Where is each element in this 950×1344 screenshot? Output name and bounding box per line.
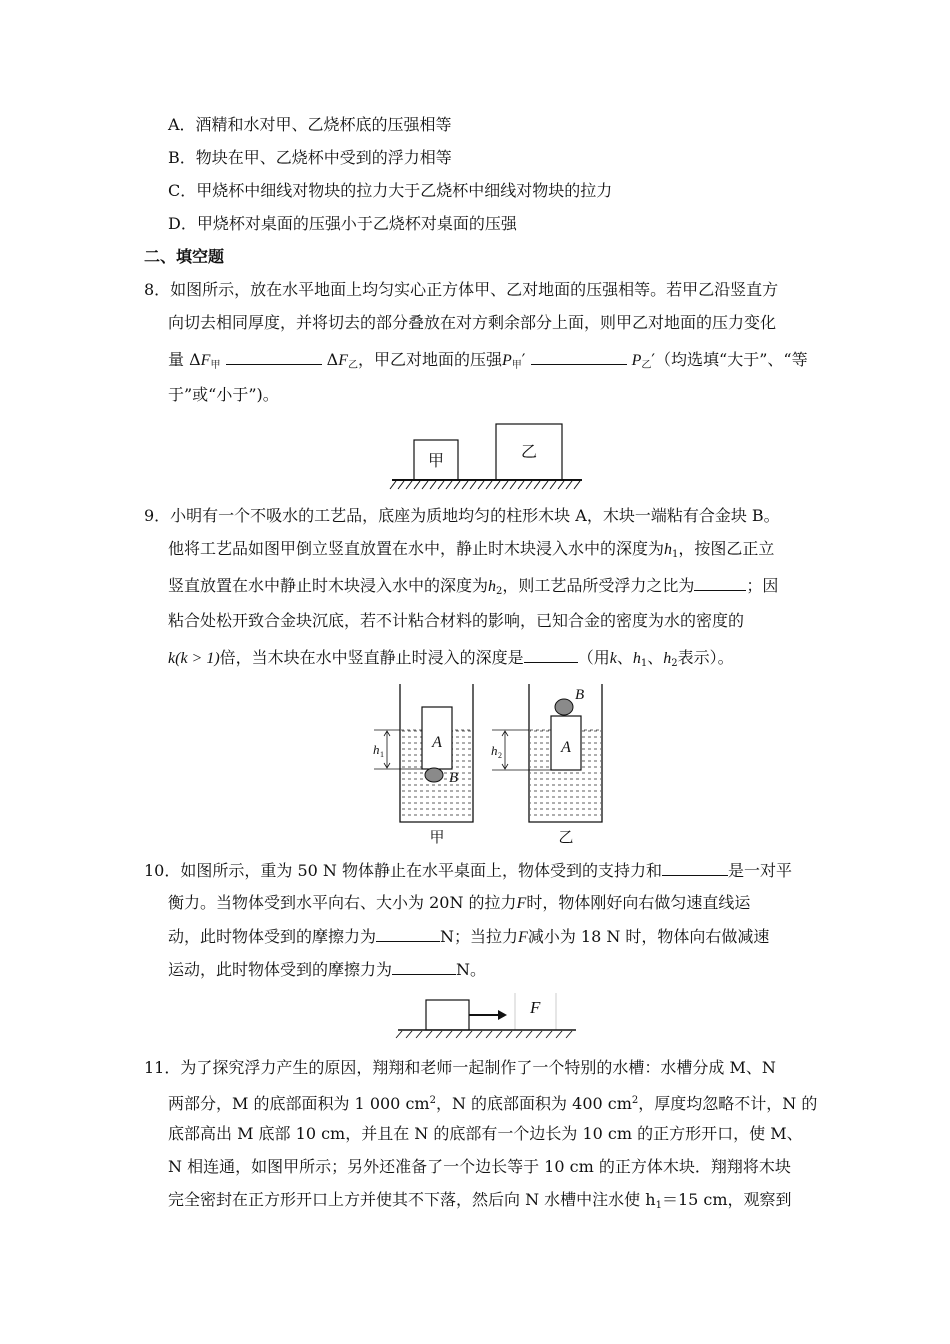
block-a-jia-label: A [432, 734, 442, 751]
alloy-b-jia-label: B [449, 770, 459, 786]
q8-line3: 量 $\Delta F_甲$ $\Delta F_乙$，甲乙对地面的压强$P_甲'$ $P_乙'$（均选填“大于”、“等 [168, 350, 808, 371]
q9-blank1 [694, 574, 746, 591]
q8-blank1 [226, 348, 322, 365]
ground-hatch [390, 481, 580, 489]
q10-figure [392, 985, 582, 1045]
q8-line1: 8．如图所示，放在水平地面上均匀实心正方体甲、乙对地面的压强相等。若甲乙沿竖直方 [144, 280, 779, 299]
q10-blank3 [392, 958, 456, 975]
option-a: A．酒精和水对甲、乙烧杯底的压强相等 [168, 115, 452, 134]
q11-line1: 11．为了探究浮力产生的原因，翔翔和老师一起制作了一个特别的水槽：水槽分成 M、N [144, 1058, 776, 1077]
q10-line3: 动，此时物体受到的摩擦力为 N；当拉力F减小为 18 N 时，物体向右做减速 [168, 927, 770, 946]
q8-line2: 向切去相同厚度，并将切去的部分叠放在对方剩余部分上面，则甲乙对地面的压力变化 [168, 313, 777, 332]
q10-blank2 [376, 925, 440, 942]
alloy-b-yi-label: B [575, 687, 585, 703]
q11-line3: 底部高出 M 底部 10 cm，并且在 N 的底部有一个边长为 10 cm 的正方形开口，使 M、 [168, 1124, 803, 1143]
cube-jia-label: 甲 [427, 453, 445, 470]
force-label: F [530, 998, 541, 1017]
q9-line1: 9．小明有一个不吸水的工艺品，底座为质地均匀的柱形木块 A，木块一端粘有合金块 B。 [144, 506, 780, 525]
block-a-yi-label: A [561, 739, 571, 756]
option-b: B．物块在甲、乙烧杯中受到的浮力相等 [168, 148, 452, 167]
q9-line3: 竖直放置在水中静止时木块浸入水中的深度为$h_2$，则工艺品所受浮力之比为 ；因 [168, 576, 779, 597]
table-hatch [396, 1031, 572, 1038]
q9-line4: 粘合处松开致合金块沉底，若不计粘合材料的影响，已知合金的密度为水的密度的 [168, 611, 745, 630]
q8-figure [390, 420, 590, 496]
q10-line1: 10．如图所示，重为 50 N 物体静止在水平桌面上，物体受到的支持力和 是一对平 [144, 861, 792, 880]
h2-label: h [491, 743, 498, 758]
cube-yi-label: 乙 [520, 444, 538, 461]
q9-blank2 [524, 646, 578, 663]
h1-label: h [373, 742, 380, 757]
q10-blank1 [662, 859, 728, 876]
q9-line2: 他将工艺品如图甲倒立竖直放置在水中，静止时木块浸入水中的深度为$h_1$，按图乙正立 [168, 539, 775, 560]
q8-line4: 于”或“小于”)。 [168, 385, 279, 404]
q10-line2: 衡力。当物体受到水平向右、大小为 20N 的拉力F时，物体刚好向右做匀速直线运 [168, 893, 751, 912]
beaker-yi [490, 684, 602, 846]
q8-blank2 [531, 348, 627, 365]
h2-sub: 2 [498, 751, 502, 760]
label-jia: 甲 [429, 830, 445, 846]
beaker-jia [372, 684, 473, 846]
section-title: 二、填空题 [144, 247, 225, 266]
q11-line5: 完全密封在正方形开口上方并使其不下落，然后向 N 水槽中注水使 $h_1=15$ cm，观察到 [168, 1190, 792, 1211]
q11-line2: 两部分，M 的底部面积为 1 000 $cm^2$，N 的底部面积为 400 $cm^2$，厚度均忽略不计，N 的 [168, 1094, 818, 1113]
q10-line4: 运动，此时物体受到的摩擦力为 N。 [168, 960, 487, 979]
q11-line4: N 相连通，如图甲所示；另外还准备了一个边长等于 10 cm 的正方体木块．翔翔将木块 [168, 1157, 791, 1176]
option-d: D．甲烧杯对桌面的压强小于乙烧杯对桌面的压强 [168, 214, 517, 233]
alloy-b-yi [555, 699, 573, 715]
label-yi: 乙 [558, 830, 574, 846]
q9-line5: k(k > 1)倍，当木块在水中竖直静止时浸入的深度是 （用k、$h_1$、$h_2$表示）。 [168, 648, 734, 669]
q9-figure [360, 680, 620, 850]
object-block [426, 1000, 469, 1030]
alloy-b-jia [425, 768, 443, 782]
option-c: C．甲烧杯中细线对物块的拉力大于乙烧杯中细线对物块的拉力 [168, 181, 613, 200]
h1-sub: 1 [380, 750, 384, 759]
